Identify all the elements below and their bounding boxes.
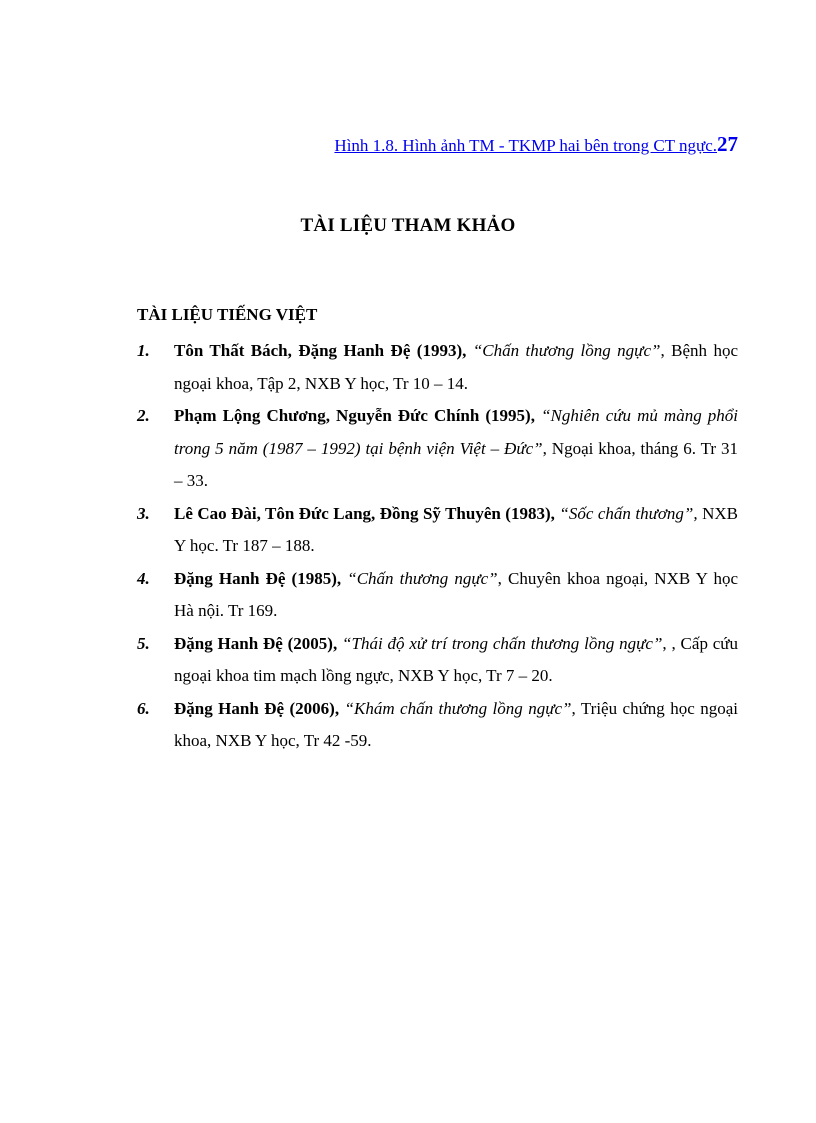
reference-authors: Đặng Hanh Đệ (1985),	[174, 568, 342, 588]
reference-title: “Chấn thương ngực”	[347, 568, 498, 588]
reference-number: 6.	[137, 698, 150, 718]
reference-title: “Sốc chấn thương”,	[559, 503, 698, 523]
toc-entry[interactable]	[334, 132, 738, 157]
page-title: TÀI LIỆU THAM KHẢO	[300, 215, 516, 236]
reference-item	[137, 400, 738, 498]
reference-details: , Ngoại khoa, tháng 6. Tr 31 – 33.	[174, 438, 738, 490]
reference-item	[137, 628, 738, 693]
toc-page-number[interactable]: 27	[717, 132, 738, 156]
reference-item	[137, 335, 738, 400]
reference-number: 4.	[137, 568, 150, 588]
reference-details: , Bệnh học ngoại khoa, Tập 2, NXB Y học, Tr 10 – 14.	[174, 341, 739, 393]
reference-authors: Tôn Thất Bách, Đặng Hanh Đệ (1993),	[174, 341, 467, 360]
reference-title: “Khám chấn thương lồng ngực”	[344, 698, 572, 718]
reference-number: 5.	[137, 633, 150, 653]
reference-authors: Đặng Hanh Đệ (2005),	[174, 633, 338, 653]
reference-number: 1.	[137, 341, 150, 360]
reference-details: , Triệu chứng học ngoại khoa, NXB Y học, Tr 42 -59.	[174, 698, 739, 750]
toc-link[interactable]: Hình 1.8. Hình ảnh TM - TKMP hai bên trong CT ngực.	[334, 136, 717, 155]
reference-title: “Chấn thương lồng ngực”	[472, 341, 661, 360]
reference-details: , , Cấp cứu ngoại khoa tim mạch lồng ngực, NXB Y học, Tr 7 – 20.	[174, 633, 739, 685]
reference-authors: Lê Cao Đài, Tôn Đức Lang, Đồng Sỹ Thuyên (1983),	[174, 503, 555, 523]
reference-title: “Nghiên cứu mủ màng phổi trong 5 năm (1987 – 1992) tại bệnh viện Việt – Đức”	[174, 406, 739, 458]
section-heading: TÀI LIỆU TIẾNG VIỆT	[137, 305, 318, 324]
reference-authors: Phạm Lộng Chương, Nguyễn Đức Chính (1995),	[174, 406, 535, 425]
reference-title: “Thái độ xử trí trong chấn thương lồng ngực”	[342, 633, 663, 653]
reference-details: NXB Y học. Tr 187 – 188.	[174, 503, 738, 555]
reference-item	[137, 563, 738, 628]
reference-number: 3.	[137, 503, 150, 523]
reference-details: , Chuyên khoa ngoại, NXB Y học Hà nội. Tr 169.	[174, 568, 738, 620]
reference-authors: Đặng Hanh Đệ (2006),	[174, 698, 340, 718]
reference-number: 2.	[137, 406, 150, 425]
reference-item	[137, 693, 738, 758]
reference-list	[137, 335, 738, 758]
reference-item	[137, 498, 738, 563]
